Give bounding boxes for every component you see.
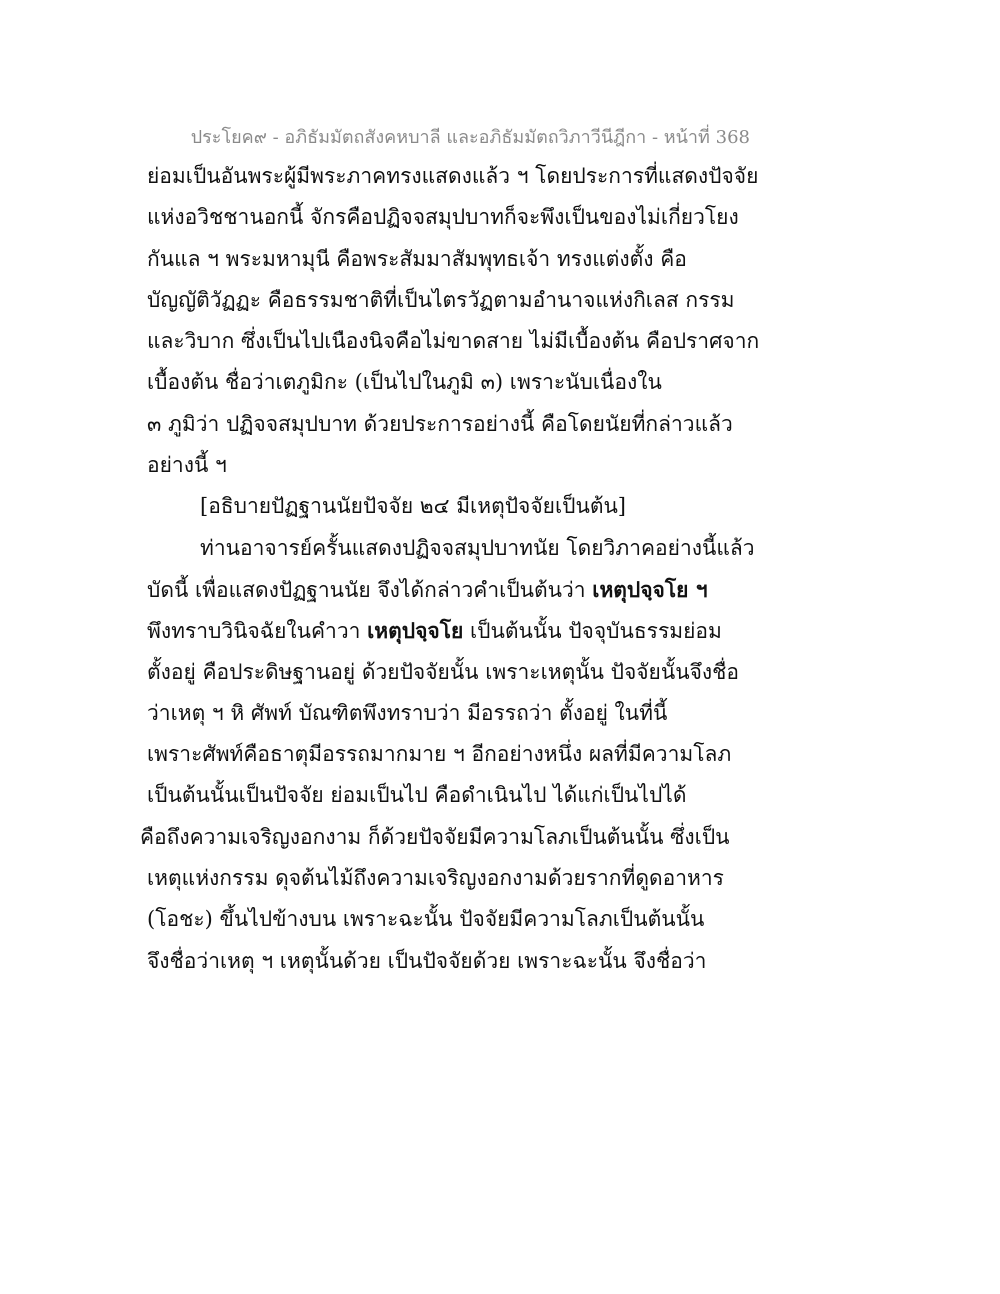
text-line: จึงชื่อว่าเหตุ ฯ เหตุนั้นด้วย เป็นปัจจัยด้วย เพราะฉะนั้น จึงชื่อว่า [147,948,707,973]
pali-term-bold: เหตุปจฺจโย [367,618,464,644]
text-line: และวิบาก ซึ่งเป็นไปเนืองนิจคือไม่ขาดสาย ไม่มีเบื้องต้น คือปราศจาก [147,329,760,354]
text-line: คือถึงความเจริญงอกงาม ก็ด้วยปัจจัยมีความโลภเป็นต้นนั้น ซึ่งเป็น [140,824,730,849]
section-heading: [อธิบายปัฏฐานนัยปัจจัย ๒๔ มีเหตุปัจจัยเป็นต้น] [200,494,626,519]
text-run: บัดนี้ เพื่อแสดงปัฏฐานนัย จึงได้กล่าวคำเป็นต้นว่า [147,577,593,602]
text-run: เป็นต้นนั้น ปัจจุบันธรรมย่อม [463,619,722,644]
text-line: เบื้องต้น ชื่อว่าเตภูมิกะ (เป็นไปในภูมิ ๓) เพราะนับเนื่องใน [147,370,662,395]
text-line [147,569,867,610]
text-line: ย่อมเป็นอันพระผู้มีพระภาคทรงแสดงแล้ว ฯ โดยประการที่แสดงปัจจัย [147,164,759,188]
text-line: ๓ ภูมิว่า ปฏิจจสมุปบาท ด้วยประการอย่างนี้ คือโดยนัยที่กล่าวแล้ว [147,411,733,436]
page-header: ประโยค๙ - อภิธัมมัตถสังคหบาลี และอภิธัมมัตถวิภาวีนีฎีกา - หน้าที่ 368 [190,127,750,148]
text-line: เป็นต้นนั้นเป็นปัจจัย ย่อมเป็นไป คือดำเนินไป ได้แก่เป็นไปได้ [147,783,687,808]
text-line: เหตุแห่งกรรม ดุจต้นไม้ถึงความเจริญงอกงามด้วยรากที่ดูดอาหาร [147,866,724,891]
text-line: ว่าเหตุ ฯ หิ ศัพท์ บัณฑิตพึงทราบว่า มีอรรถว่า ตั้งอยู่ ในที่นี้ [147,700,668,725]
text-line: ท่านอาจารย์ครั้นแสดงปฏิจจสมุปบาทนัย โดยวิภาคอย่างนี้แล้ว [200,535,755,560]
text-line: อย่างนี้ ฯ [147,453,227,478]
text-line: บัญญัติวัฏฏะ คือธรรมชาติที่เป็นไตรวัฏตามอำนาจแห่งกิเลส กรรม [147,287,735,312]
body-text [140,156,867,982]
text-line: (โอชะ) ขึ้นไปข้างบน เพราะฉะนั้น ปัจจัยมีความโลภเป็นต้นนั้น [147,907,705,932]
text-line: กันแล ฯ พระมหามุนี คือพระสัมมาสัมพุทธเจ้า ทรงแต่งตั้ง คือ [147,246,687,271]
text-line [147,610,867,651]
text-line: แห่งอวิชชานอกนี้ จักรคือปฏิจจสมุปบาทก็จะพึงเป็นของไม่เกี่ยวโยง [147,205,739,230]
text-run: พึงทราบวินิจฉัยในคำวา [147,619,368,644]
pali-term-bold: เหตุปจฺจโย ฯ [592,576,708,602]
text-line: ตั้งอยู่ คือประดิษฐานอยู่ ด้วยปัจจัยนั้น เพราะเหตุนั้น ปัจจัยนั้นจึงชื่อ [147,659,739,684]
text-line: เพราะศัพท์คือธาตุมีอรรถมากมาย ฯ อีกอย่างหนึ่ง ผลที่มีความโลภ [147,742,732,767]
